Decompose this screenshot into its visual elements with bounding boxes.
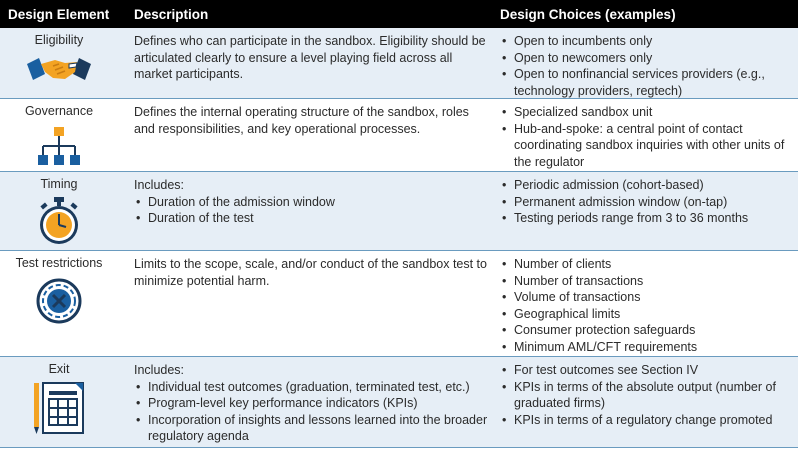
choices-list bbox=[500, 362, 798, 428]
header-design-element: Design Element bbox=[8, 7, 110, 22]
element-name: Exit bbox=[48, 362, 70, 376]
list-item: • Number of clients bbox=[500, 256, 798, 273]
element-cell bbox=[0, 99, 118, 171]
list-item: • Open to nonfinancial services providers (e.g., technology providers, regtech) bbox=[500, 66, 798, 99]
choices-cell bbox=[500, 357, 798, 428]
list-item: • Geographical limits bbox=[500, 306, 798, 323]
description-text: Defines who can participate in the sandbox. Eligibility should be articulated clearly to ensure a level playing field across all market participants. bbox=[134, 34, 486, 81]
element-name: Test restrictions bbox=[15, 256, 103, 270]
choices-list bbox=[500, 256, 798, 355]
choices-list bbox=[500, 33, 798, 99]
choices-cell bbox=[500, 251, 798, 355]
list-item: • Program-level key performance indicators (KPIs) bbox=[134, 395, 489, 412]
document-pen-icon bbox=[31, 381, 87, 437]
choices-cell bbox=[500, 172, 798, 227]
header-design-choices: Design Choices (examples) bbox=[500, 7, 676, 22]
org-chart-icon bbox=[37, 126, 81, 168]
list-item: • Testing periods range from 3 to 36 months bbox=[500, 210, 798, 227]
description-text: Includes: bbox=[134, 363, 185, 377]
handshake-icon bbox=[25, 54, 93, 84]
list-item: • Minimum AML/CFT requirements bbox=[500, 339, 798, 356]
description-cell bbox=[134, 28, 489, 83]
element-name: Governance bbox=[24, 104, 94, 118]
description-cell bbox=[134, 99, 489, 137]
header-description: Description bbox=[134, 7, 209, 22]
restriction-x-icon bbox=[36, 278, 82, 324]
table-row-test-restrictions bbox=[0, 251, 798, 357]
element-cell bbox=[0, 28, 118, 98]
list-item: • Individual test outcomes (graduation, terminated test, etc.) bbox=[134, 379, 489, 396]
list-item: • Open to incumbents only bbox=[500, 33, 798, 50]
list-item: • For test outcomes see Section IV bbox=[500, 362, 798, 379]
choices-list bbox=[500, 177, 798, 227]
list-item: • Open to newcomers only bbox=[500, 50, 798, 67]
list-item: • Periodic admission (cohort-based) bbox=[500, 177, 798, 194]
description-text: Includes: bbox=[134, 178, 185, 192]
element-name: Eligibility bbox=[34, 33, 84, 47]
element-name: Timing bbox=[40, 177, 78, 191]
list-item: • KPIs in terms of the absolute output (number of graduated firms) bbox=[500, 379, 798, 412]
description-text: Defines the internal operating structure of the sandbox, roles and responsibilities, and key operational processes. bbox=[134, 105, 469, 136]
table-row-exit bbox=[0, 357, 798, 448]
table-row-eligibility bbox=[0, 28, 798, 99]
stopwatch-icon bbox=[36, 196, 82, 246]
description-cell bbox=[134, 172, 489, 227]
list-item: • Incorporation of insights and lessons learned into the broader regulatory agenda bbox=[134, 412, 489, 445]
table-row-governance bbox=[0, 99, 798, 172]
list-item: • Volume of transactions bbox=[500, 289, 798, 306]
list-item: • Hub-and-spoke: a central point of contact coordinating sandbox inquiries with other units of the regulator bbox=[500, 121, 798, 171]
table-header bbox=[0, 0, 798, 28]
choices-cell bbox=[500, 28, 798, 99]
element-cell bbox=[0, 357, 118, 447]
description-cell bbox=[134, 251, 489, 289]
description-bullets bbox=[134, 379, 489, 445]
choices-cell bbox=[500, 99, 798, 170]
description-bullets bbox=[134, 194, 489, 227]
list-item: • Duration of the admission window bbox=[134, 194, 489, 211]
list-item: • Specialized sandbox unit bbox=[500, 104, 798, 121]
element-cell bbox=[0, 251, 118, 356]
element-cell bbox=[0, 172, 118, 250]
list-item: • Consumer protection safeguards bbox=[500, 322, 798, 339]
description-text: Limits to the scope, scale, and/or conduct of the sandbox test to minimize potential harm. bbox=[134, 257, 487, 288]
table-row-timing bbox=[0, 172, 798, 251]
list-item: • Number of transactions bbox=[500, 273, 798, 290]
choices-list bbox=[500, 104, 798, 170]
list-item: • Permanent admission window (on-tap) bbox=[500, 194, 798, 211]
list-item: • Duration of the test bbox=[134, 210, 489, 227]
list-item: • KPIs in terms of a regulatory change promoted bbox=[500, 412, 798, 429]
description-cell bbox=[134, 357, 489, 445]
